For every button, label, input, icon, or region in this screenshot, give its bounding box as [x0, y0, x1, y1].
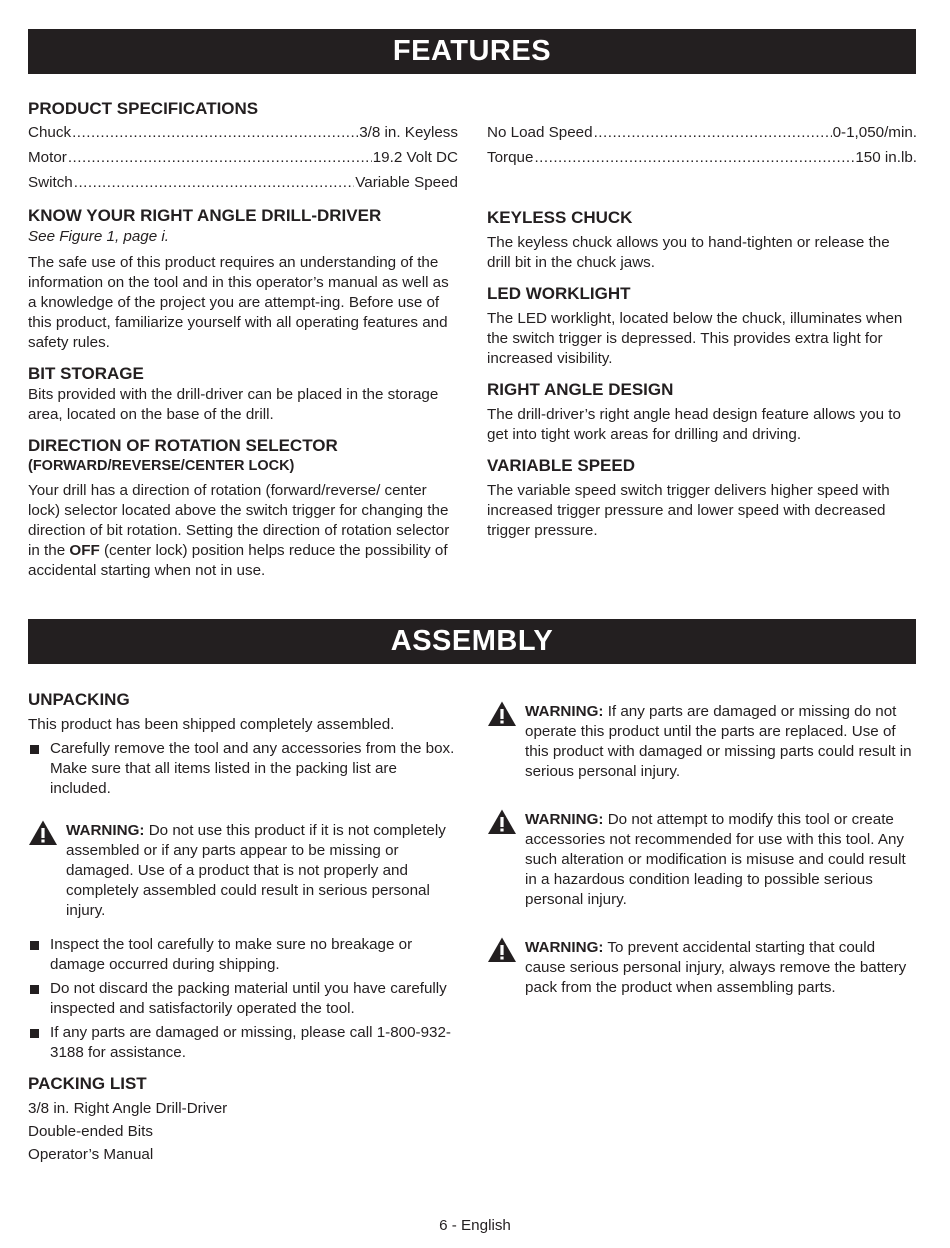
right-angle-body: The drill-driver’s right angle head design feature allows you to get into tight work areas for drilling and driving.	[487, 406, 901, 443]
page-footer: 6 - English	[439, 1217, 511, 1234]
warning-block	[487, 810, 917, 910]
right-angle-heading: RIGHT ANGLE DESIGN	[487, 380, 674, 399]
warning-triangle-icon	[487, 700, 517, 727]
keyless-body: The keyless chuck allows you to hand-tighten or release the drill bit in the chuck jaws.	[487, 234, 890, 271]
rotation-heading: DIRECTION OF ROTATION SELECTOR	[28, 436, 338, 455]
spec-label: Switch	[28, 174, 73, 191]
warning-label: WARNING:	[525, 811, 604, 828]
features-left-column	[28, 98, 458, 581]
features-banner: FEATURES	[28, 29, 916, 74]
know-heading: KNOW YOUR RIGHT ANGLE DRILL-DRIVER	[28, 206, 382, 225]
spec-label: No Load Speed	[487, 124, 593, 141]
warning-triangle-icon	[487, 808, 517, 835]
spec-label: Motor	[28, 149, 67, 166]
warning-label: WARNING:	[525, 939, 604, 956]
assembly-right-column	[487, 702, 917, 998]
bullet-square-icon	[30, 941, 39, 950]
packing-list-heading: PACKING LIST	[28, 1074, 147, 1093]
warning-text: To prevent accidental starting that could cause serious personal injury, always remove the battery pack from the product when assembling parts.	[525, 939, 907, 996]
spec-value: 3/8 in. Keyless	[359, 124, 458, 141]
spec-row	[28, 145, 458, 170]
spec-value: 150 in.lb.	[855, 149, 917, 166]
spec-row	[28, 170, 458, 195]
warning-text: Do not attempt to modify this tool or create accessories not recommended for use with this tool. Any such alteration or modification is misuse and could result in a hazardous condition leading to possible serious personal injury.	[525, 811, 906, 908]
warning-label: WARNING:	[525, 703, 604, 720]
assembly-banner: ASSEMBLY	[28, 619, 916, 664]
spec-row	[487, 120, 917, 145]
warning-triangle-icon	[487, 936, 517, 963]
spec-row	[28, 120, 458, 145]
assembly-left-column	[28, 689, 458, 1166]
rotation-body: Your drill has a direction of rotation (forward/reverse/ center lock) selector located above the switch trigger for changing the direction of bit rotation. Setting the direction of rotation selector in the OFF (center lock) position helps reduce the possibility of accidental starting when not in use.	[28, 482, 450, 579]
packing-list	[28, 1097, 458, 1166]
list-item: Do not discard the packing material until you have carefully inspected and satisfactorily operated the tool.	[28, 979, 458, 1019]
warning-text: If any parts are damaged or missing do not operate this product until the parts are replaced. Use of this product with damaged or missing parts could result in serious personal injury.	[525, 703, 912, 780]
off-label: OFF	[69, 542, 100, 559]
bullet-square-icon	[30, 985, 39, 994]
list-item: Carefully remove the tool and any accessories from the box. Make sure that all items listed in the packing list are included.	[28, 739, 458, 799]
list-item: Inspect the tool carefully to make sure no breakage or damage occurred during shipping.	[28, 935, 458, 975]
rotation-subheading: (FORWARD/REVERSE/CENTER LOCK)	[28, 458, 295, 474]
keyless-heading: KEYLESS CHUCK	[487, 208, 633, 227]
led-heading: LED WORKLIGHT	[487, 284, 631, 303]
led-body: The LED worklight, located below the chuck, illuminates when the switch trigger is depressed. This provides extra light for increased visibility.	[487, 310, 903, 367]
packing-item: Operator’s Manual	[28, 1146, 154, 1163]
bullet-square-icon	[30, 745, 39, 754]
warning-text: Do not use this product if it is not completely assembled or if any parts appear to be missing or damaged. Use of a product that is not properly and completely assembled could result in serious personal injury.	[66, 822, 446, 919]
bullet-square-icon	[30, 1029, 39, 1038]
bit-storage-heading: BIT STORAGE	[28, 364, 144, 383]
warning-block	[487, 938, 917, 998]
packing-item: Double-ended Bits	[28, 1123, 153, 1140]
warning-block	[487, 702, 917, 782]
know-figure-ref: See Figure 1, page i.	[28, 228, 169, 245]
unpacking-intro: This product has been shipped completely assembled.	[28, 716, 395, 733]
spec-value: 0-1,050/min.	[832, 124, 917, 141]
warning-block	[28, 821, 458, 921]
specs-right-list	[487, 120, 917, 170]
spec-label: Chuck	[28, 124, 72, 141]
unpacking-list	[28, 935, 458, 1063]
spec-value: Variable Speed	[355, 174, 458, 191]
features-right-column	[487, 120, 917, 541]
specs-left-list	[28, 120, 458, 195]
bit-storage-body: Bits provided with the drill-driver can be placed in the storage area, located on the base of the drill.	[28, 386, 439, 423]
unpacking-heading: UNPACKING	[28, 690, 130, 709]
packing-item: 3/8 in. Right Angle Drill-Driver	[28, 1100, 228, 1117]
specs-heading: PRODUCT SPECIFICATIONS	[28, 99, 259, 118]
variable-speed-body: The variable speed switch trigger delivers higher speed with increased trigger pressure and lower speed with decreased trigger pressure.	[487, 482, 890, 539]
list-item: If any parts are damaged or missing, please call 1-800-932-3188 for assistance.	[28, 1023, 458, 1063]
spec-row	[487, 145, 917, 170]
warning-triangle-icon	[28, 819, 58, 846]
variable-speed-heading: VARIABLE SPEED	[487, 456, 635, 475]
spec-label: Torque	[487, 149, 534, 166]
know-body: The safe use of this product requires an understanding of the information on the tool and in this operator’s manual as well as a knowledge of the project you are attempt-ing. Before use of this product, familiarize yourself with all operating features and safety rules.	[28, 254, 449, 351]
spec-value: 19.2 Volt DC	[372, 149, 458, 166]
warning-label: WARNING:	[66, 822, 145, 839]
